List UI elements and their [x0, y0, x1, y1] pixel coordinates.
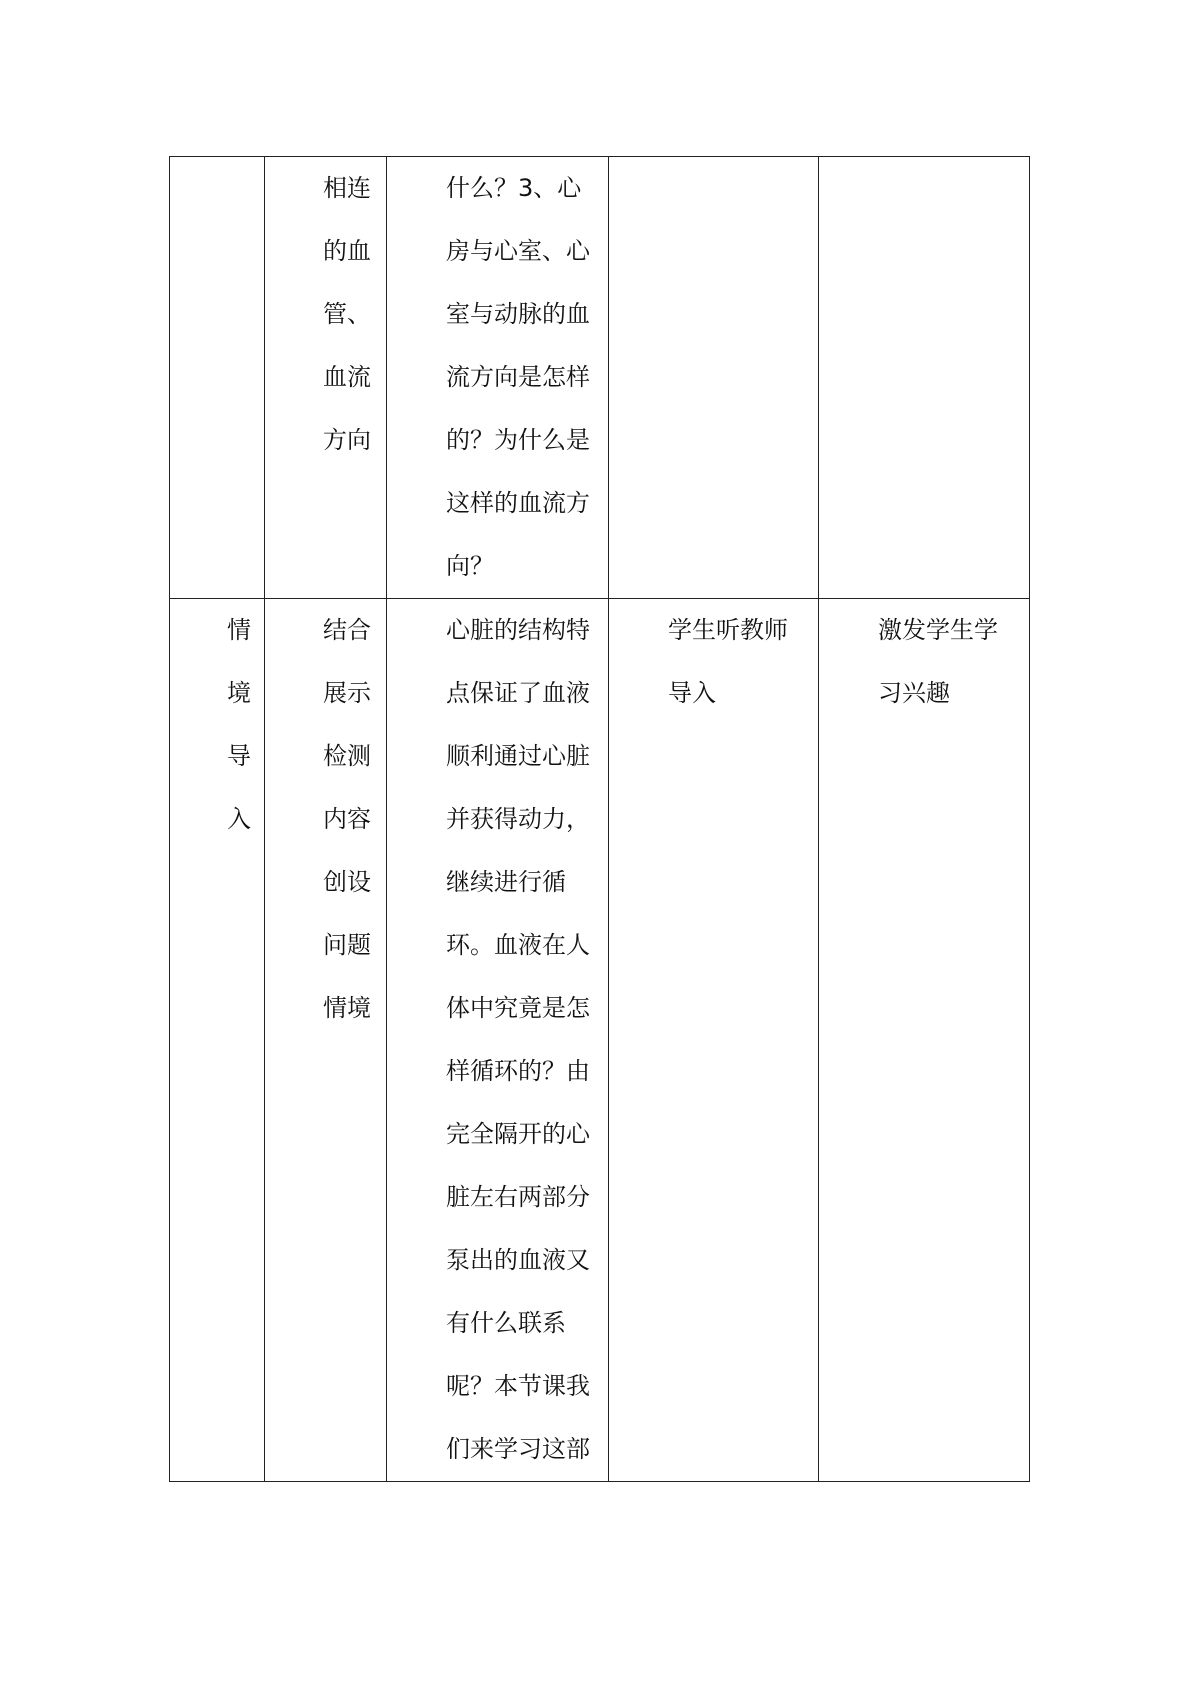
- text-line: 顺利通过心脏: [446, 742, 590, 770]
- phase-text: [170, 599, 264, 851]
- student-activity-cell: [609, 599, 819, 1482]
- text-line: 流方向是怎样: [446, 363, 590, 391]
- text-line: 房与心室、心: [446, 237, 590, 265]
- content-cell: [265, 157, 387, 599]
- text-line: 导: [227, 742, 251, 770]
- text-line: 方向: [323, 426, 371, 454]
- text-line: 样循环的？由: [446, 1057, 590, 1085]
- text-line: 体中究竟是怎: [446, 994, 590, 1022]
- text-line: 向？: [446, 552, 494, 580]
- text-line: 入: [227, 805, 251, 833]
- text-line: 结合: [323, 616, 371, 644]
- text-line: 呢？本节课我: [446, 1372, 590, 1400]
- teacher-activity-cell: [387, 599, 609, 1482]
- text-line: 内容: [323, 805, 371, 833]
- content-text: [265, 599, 386, 1040]
- text-line: 有什么联系: [446, 1309, 566, 1337]
- text-line: 什么？3、心: [446, 174, 582, 202]
- design-intent-cell: [819, 599, 1030, 1482]
- design-intent-text: [819, 599, 1029, 725]
- text-line: 创设: [323, 868, 371, 896]
- text-line: 继续进行循: [446, 868, 566, 896]
- text-line: 情境: [323, 994, 371, 1022]
- table-row: [170, 599, 1030, 1482]
- text-line: 管、: [323, 300, 371, 328]
- text-line: 相连: [323, 174, 371, 202]
- text-line: 环。血液在人: [446, 931, 590, 959]
- text-line: 学生听教师: [668, 616, 788, 644]
- text-line: 完全隔开的心: [446, 1120, 590, 1148]
- lesson-plan-table: [169, 156, 1030, 1482]
- text-line: 点保证了血液: [446, 679, 590, 707]
- student-activity-cell: [609, 157, 819, 599]
- student-activity-text: [609, 599, 818, 725]
- content-cell: [265, 599, 387, 1482]
- teacher-activity-cell: [387, 157, 609, 599]
- teacher-activity-text: [387, 157, 608, 598]
- text-line: 习兴趣: [878, 679, 950, 707]
- text-line: 展示: [323, 679, 371, 707]
- text-line: 的血: [323, 237, 371, 265]
- text-line: 检测: [323, 742, 371, 770]
- content-text: [265, 157, 386, 472]
- text-line: 的？为什么是: [446, 426, 590, 454]
- text-line: 导入: [668, 679, 716, 707]
- text-line: 问题: [323, 931, 371, 959]
- teacher-activity-text: [387, 599, 608, 1481]
- table-row: [170, 157, 1030, 599]
- text-line: 室与动脉的血: [446, 300, 590, 328]
- text-line: 脏左右两部分: [446, 1183, 590, 1211]
- text-line: 们来学习这部: [446, 1435, 590, 1463]
- phase-cell: [170, 599, 265, 1482]
- text-line: 境: [227, 679, 251, 707]
- phase-cell: [170, 157, 265, 599]
- text-line: 心脏的结构特: [446, 616, 590, 644]
- text-line: 情: [227, 616, 251, 644]
- text-line: 血流: [323, 363, 371, 391]
- text-line: 这样的血流方: [446, 489, 590, 517]
- text-line: 泵出的血液又: [446, 1246, 590, 1274]
- text-line: 并获得动力，: [446, 805, 590, 833]
- design-intent-cell: [819, 157, 1030, 599]
- text-line: 激发学生学: [878, 616, 998, 644]
